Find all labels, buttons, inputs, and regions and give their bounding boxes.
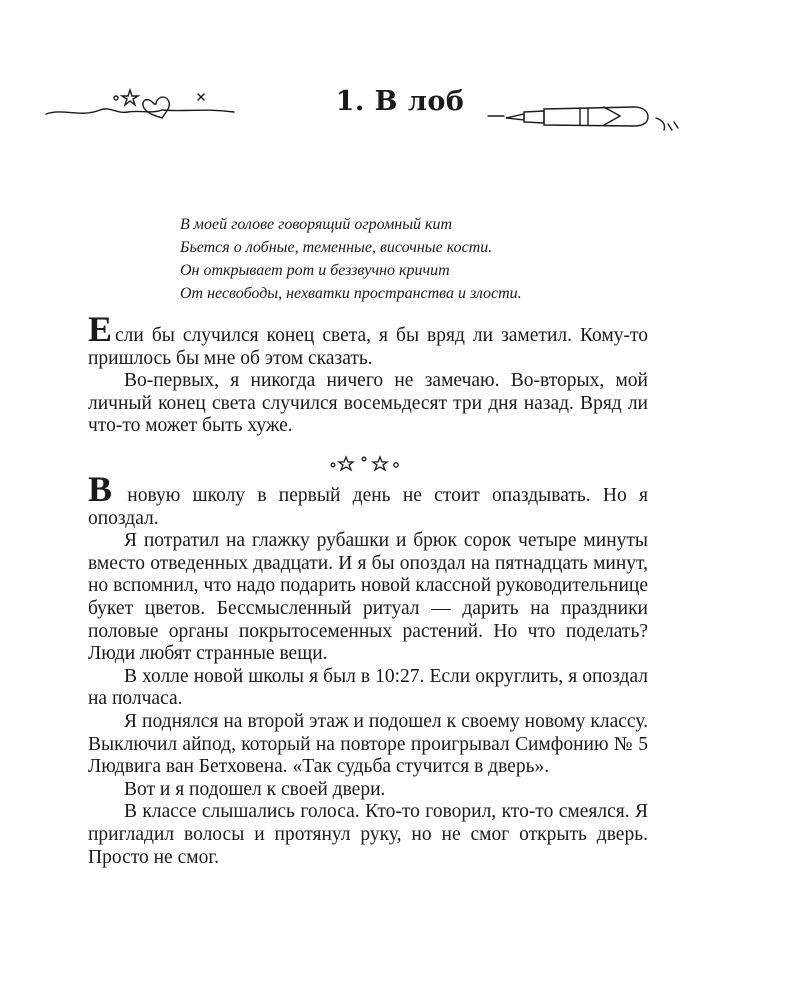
paragraph: В классе слышались голоса. Кто-то говорил, кто-то смеялся. Я пригладил волосы и протянул руку, но не смог открыть дверь. Просто не смог. bbox=[88, 801, 648, 868]
epigraph-line: В моей голове говорящий огромный кит bbox=[180, 216, 453, 233]
paragraph-text: новую школу в первый день не стоит опаздывать. Но я опоздал. bbox=[88, 485, 648, 529]
drop-cap: Е bbox=[88, 309, 113, 349]
paragraph-text: сли бы случился конец света, я бы вряд ли заметил. Кому-то пришлось бы мне об этом сказать. bbox=[88, 325, 648, 369]
fountain-pen-icon bbox=[484, 94, 684, 140]
epigraph-line: Он открывает рот и беззвучно кричит bbox=[180, 262, 450, 279]
doodle-heart-ornament bbox=[44, 84, 244, 124]
section-2 bbox=[88, 469, 648, 869]
stars-separator-icon bbox=[328, 452, 408, 474]
paragraph bbox=[88, 469, 648, 530]
paragraph: Во-первых, я никогда ничего не замечаю. Во-вторых, мой личный конец света случился восемьдесят три дня назад. Вряд ли что-то может быть хуже. bbox=[88, 370, 648, 437]
paragraph: Я потратил на глажку рубашки и брюк сорок четыре минуты вместо отведенных двадцати. И я бы опоздал на пятнадцать минут, но вспомнил, что надо подарить новой классной руководительнице букет цветов. Бессмысленный ритуал — дарить на праздники половые органы покрытосеменных растений. Но что поделать? Люди любят странные вещи. bbox=[88, 530, 648, 665]
paragraph: Я поднялся на второй этаж и подошел к своему новому классу. Выключил айпод, который на повторе проигрывал Симфонию № 5 Людвига ван Бетховена. «Так судьба стучится в дверь». bbox=[88, 710, 648, 778]
chapter-title: 1. В лоб bbox=[335, 86, 465, 117]
epigraph-line: От несвободы, нехватки пространства и злости. bbox=[180, 285, 522, 302]
epigraph bbox=[180, 213, 640, 305]
epigraph-line: Бьется о лобные, теменные, височные кости. bbox=[180, 239, 493, 256]
paragraph bbox=[88, 309, 648, 370]
paragraph: В холле новой школы я был в 10:27. Если округлить, я опоздал на полчаса. bbox=[88, 665, 648, 710]
section-1 bbox=[88, 309, 648, 438]
drop-cap: В bbox=[88, 469, 113, 509]
paragraph: Вот и я подошел к своей двери. bbox=[124, 778, 386, 800]
